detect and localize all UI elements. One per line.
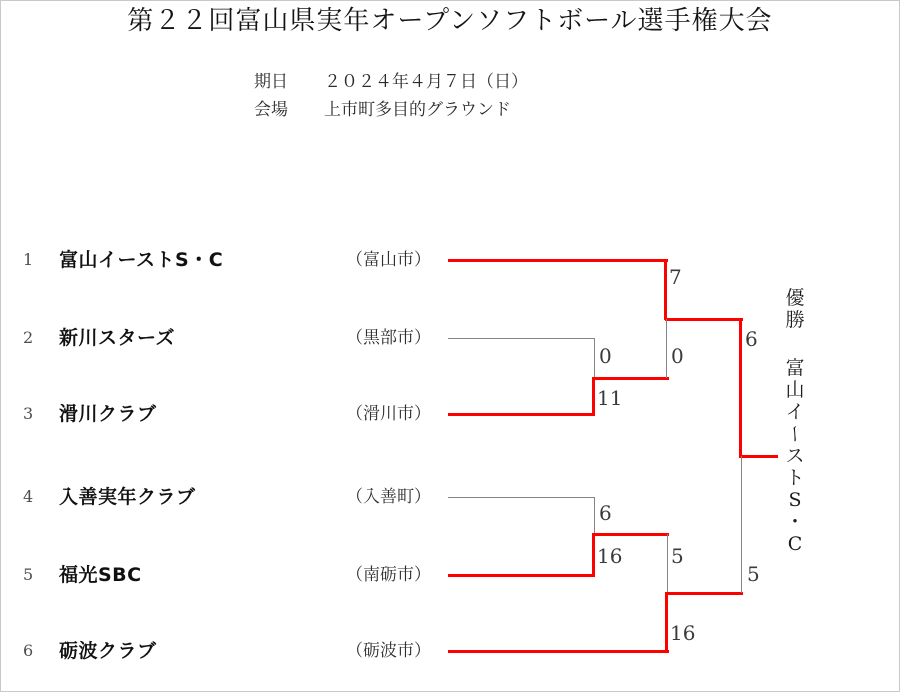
team-city: （南砺市） (346, 565, 431, 585)
bracket-line-team6-winner (448, 650, 669, 653)
bracket-line-r1-top-advance (593, 377, 669, 380)
bracket-line-r1-bottom-advance (593, 533, 669, 536)
date-label: 期日 (254, 72, 288, 92)
score-r1-bottom-team5: 16 (597, 544, 623, 568)
score-r1-bottom-team4: 6 (599, 501, 612, 525)
event-meta (254, 68, 528, 124)
date-value: ２０２４年４月７日（日） (324, 72, 528, 92)
team-seed: 3 (23, 404, 34, 423)
team-seed: 2 (23, 328, 34, 347)
team-seed: 6 (23, 641, 34, 660)
bracket-line-sf-bottom-advance (665, 592, 743, 595)
bracket-joint-final-winner (739, 318, 742, 458)
team-city: （滑川市） (346, 404, 431, 424)
team-city: （砺波市） (346, 641, 431, 661)
team-name: 福光SBC (59, 564, 142, 586)
bracket-joint-final-loser (741, 456, 742, 593)
event-date-row (254, 68, 528, 96)
event-venue-row (254, 96, 528, 124)
bracket-line-team2 (448, 338, 595, 339)
score-final-team6: 5 (747, 562, 760, 586)
bracket-joint-r1-top-winner (592, 377, 595, 416)
champion-name: 富 山 イ ー ス ト S ・ C (783, 357, 806, 555)
bracket-line-team1-winner (448, 259, 668, 262)
score-sf-bottom-team6: 16 (670, 621, 696, 645)
bracket-joint-r1-bottom-winner (592, 533, 595, 576)
bracket-joint-sf-top-loser (666, 319, 667, 378)
bracket-joint-sf-top-winner (664, 259, 667, 320)
venue-label: 会場 (254, 100, 288, 120)
team-city: （富山市） (346, 250, 431, 270)
bracket-line-champion (740, 455, 778, 458)
champion-label: 優 勝 (785, 287, 805, 331)
team-seed: 4 (23, 487, 34, 506)
page-title: 第２２回富山県実年オープンソフトボール選手権大会 (127, 6, 773, 36)
team-name: 富山イーストS・C (59, 249, 224, 271)
score-sf-top-team1: 7 (669, 265, 682, 289)
team-city: （黒部市） (346, 328, 431, 348)
team-seed: 1 (23, 250, 34, 269)
bracket-joint-r1-bottom-loser (594, 497, 595, 534)
champion-block (782, 287, 808, 555)
team-name: 砺波クラブ (59, 640, 157, 662)
team-city: （入善町） (346, 487, 431, 507)
bracket-line-team4 (448, 497, 595, 498)
team-name: 入善実年クラブ (59, 486, 196, 508)
score-r1-top-team2: 0 (599, 344, 612, 368)
score-sf-bottom-team5: 5 (671, 544, 684, 568)
bracket-joint-r1-top-loser (594, 338, 595, 378)
team-seed: 5 (23, 565, 34, 584)
bracket-line-team5-winner (448, 574, 595, 577)
score-sf-top-team3: 0 (671, 344, 684, 368)
venue-value: 上市町多目的グラウンド (324, 100, 511, 120)
team-name: 新川スターズ (59, 327, 176, 349)
team-name: 滑川クラブ (59, 403, 157, 425)
score-final-team1: 6 (745, 327, 758, 351)
bracket-line-sf-top-advance (665, 318, 743, 321)
bracket-line-team3-winner (448, 413, 595, 416)
bracket-joint-sf-bottom-loser (667, 534, 668, 593)
score-r1-top-team3: 11 (597, 386, 623, 410)
bracket-joint-sf-bottom-winner (665, 592, 668, 653)
